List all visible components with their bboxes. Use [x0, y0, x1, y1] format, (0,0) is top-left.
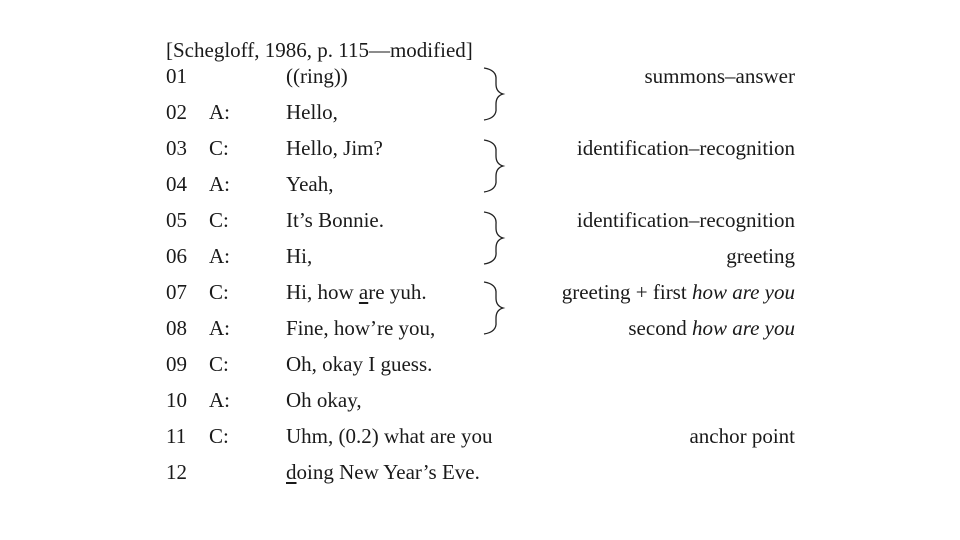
transcript-line	[0, 418, 960, 454]
utterance-text: ((ring))	[286, 64, 348, 88]
utterance	[286, 382, 362, 418]
speaker-label: C:	[209, 424, 229, 448]
analysis-note-text: greeting + first	[561, 280, 692, 304]
utterance-text: Uhm, (0.2) what are you	[286, 424, 493, 448]
analysis-note-text: greeting	[726, 244, 795, 268]
citation: [Schegloff, 1986, p. 115—modified]	[166, 38, 473, 62]
speaker-label: C:	[209, 280, 229, 304]
analysis-note	[645, 58, 796, 94]
utterance-text: Yeah,	[286, 172, 334, 196]
line-number: 10	[166, 388, 187, 412]
line-number: 08	[166, 316, 187, 340]
utterance	[286, 454, 480, 490]
line-number: 09	[166, 352, 187, 376]
transcript-line	[0, 166, 960, 202]
line-number: 03	[166, 136, 187, 160]
analysis-note-text: second	[628, 316, 692, 340]
utterance	[286, 238, 312, 274]
transcript-line	[0, 58, 960, 94]
line-number: 05	[166, 208, 187, 232]
analysis-note	[628, 310, 795, 346]
stressed-sound: a	[358, 280, 369, 304]
stressed-sound: d	[286, 460, 297, 484]
utterance-text: Oh okay,	[286, 388, 362, 412]
transcript-line	[0, 346, 960, 382]
line-number: 01	[166, 64, 187, 88]
analysis-note-italic: how are you	[691, 280, 795, 304]
line-number: 06	[166, 244, 187, 268]
analysis-note	[577, 202, 795, 238]
speaker-label: A:	[209, 316, 230, 340]
line-number: 07	[166, 280, 187, 304]
utterance	[286, 274, 427, 310]
utterance	[286, 202, 384, 238]
transcript-line	[0, 454, 960, 490]
utterance	[286, 346, 432, 382]
utterance	[286, 166, 333, 202]
analysis-note	[726, 238, 795, 274]
speaker-label: C:	[209, 208, 229, 232]
transcript-line	[0, 130, 960, 166]
analysis-note-text: summons–answer	[644, 64, 795, 88]
utterance-text-continued: re yuh.	[368, 280, 427, 304]
analysis-note-italic: how are you	[691, 316, 795, 340]
analysis-note-text: identification–recognition	[576, 208, 795, 232]
analysis-note	[689, 418, 795, 454]
utterance	[286, 310, 435, 346]
speaker-label: A:	[209, 172, 230, 196]
utterance-text: Hello,	[286, 100, 338, 124]
utterance-text: Hi, how	[286, 280, 359, 304]
utterance-text: Hello, Jim?	[286, 136, 383, 160]
transcript-line	[0, 238, 960, 274]
speaker-label: A:	[209, 244, 230, 268]
speaker-label: C:	[209, 136, 229, 160]
transcript-line	[0, 94, 960, 130]
line-number: 02	[166, 100, 187, 124]
utterance	[286, 94, 338, 130]
transcript-line	[0, 382, 960, 418]
speaker-label: A:	[209, 100, 230, 124]
utterance-text: Hi,	[286, 244, 313, 268]
speaker-label: C:	[209, 352, 229, 376]
utterance-text-continued: oing New Year’s Eve.	[296, 460, 480, 484]
transcript-line	[0, 274, 960, 310]
analysis-note-text: anchor point	[689, 424, 795, 448]
line-number: 04	[166, 172, 187, 196]
utterance	[286, 130, 383, 166]
utterance	[286, 418, 492, 454]
line-number: 11	[166, 424, 187, 448]
transcript-line	[0, 202, 960, 238]
utterance	[286, 58, 348, 94]
utterance-text: It’s Bonnie.	[286, 208, 384, 232]
line-number: 12	[166, 460, 187, 484]
transcript-line	[0, 310, 960, 346]
analysis-note	[562, 274, 795, 310]
analysis-note-text: identification–recognition	[576, 136, 795, 160]
speaker-label: A:	[209, 388, 230, 412]
analysis-note	[577, 130, 795, 166]
utterance-text: Oh, okay I guess.	[286, 352, 433, 376]
utterance-text: Fine, how’re you,	[286, 316, 436, 340]
